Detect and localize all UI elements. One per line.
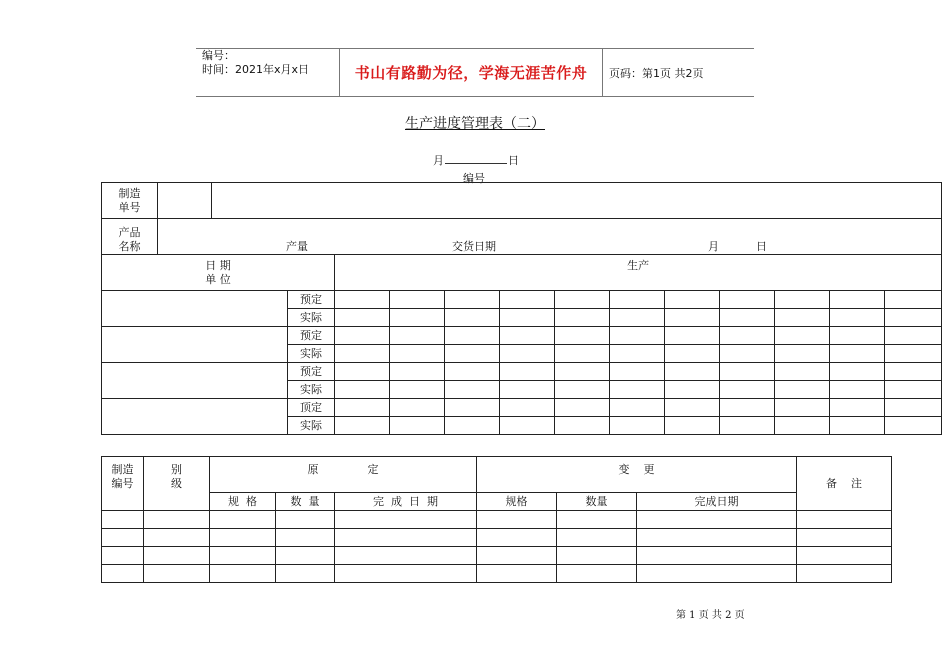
row-kind-label: 预定 [288, 363, 335, 381]
qty-header-original: 数 量 [276, 493, 335, 511]
delivery-month: 月 [708, 240, 719, 253]
page-info: 页码：第1页 共2页 [609, 67, 704, 80]
header-divider-right [602, 48, 603, 96]
code-label: 编号： [202, 49, 235, 62]
code-caption: 编号 [463, 172, 485, 185]
spec-header-original: 规 格 [210, 493, 276, 511]
row-kind-label: 预定 [288, 327, 335, 345]
row-kind-label: 预定 [288, 291, 335, 309]
month-label: 月 [433, 154, 444, 167]
product-row [102, 219, 942, 255]
table-row [102, 529, 892, 547]
delivery-label: 交货日期 [452, 240, 496, 253]
header-row [102, 255, 942, 291]
row-kind-label: 顶定 [288, 399, 335, 417]
product-info-cell[interactable] [158, 219, 942, 255]
table-row [102, 399, 942, 417]
row-kind-label: 实际 [288, 417, 335, 435]
table-row [102, 511, 892, 529]
date-header-change: 完成日期 [637, 493, 797, 511]
change-header-row [102, 457, 892, 493]
time-label: 时间：2021年x月x日 [202, 63, 310, 76]
order-row [102, 183, 942, 219]
row-kind-label: 实际 [288, 381, 335, 399]
code-col-header: 制造 编号 [102, 457, 144, 511]
remark-header: 备 注 [797, 457, 892, 511]
unit-cell[interactable] [102, 399, 288, 435]
page-footer: 第 1 页 共 2 页 [676, 610, 745, 621]
order-label: 制造 单号 [102, 183, 158, 219]
spec-header-change: 规格 [477, 493, 557, 511]
change-header: 变 更 [477, 457, 797, 493]
unit-cell[interactable] [102, 363, 288, 399]
row-kind-label: 实际 [288, 309, 335, 327]
page-title: 生产进度管理表（二） [405, 116, 545, 132]
day-label: 日 [508, 154, 519, 167]
row-kind-label: 实际 [288, 345, 335, 363]
table-row [102, 327, 942, 345]
order-extra-cell[interactable] [212, 183, 942, 219]
date-unit-header: 日 期 单 位 [102, 255, 335, 291]
change-table [101, 456, 892, 583]
type-col-header: 别 级 [144, 457, 210, 511]
delivery-day: 日 [756, 240, 767, 253]
qty-label: 产量 [286, 240, 308, 253]
header-bottom-rule [196, 96, 754, 97]
slogan: 书山有路勤为径，学海无涯苦作舟 [354, 63, 588, 82]
original-header: 原 定 [210, 457, 477, 493]
table-row [102, 547, 892, 565]
product-label: 产品 名称 [102, 219, 158, 255]
change-subheader-row [102, 493, 892, 511]
header-meta [202, 49, 309, 77]
unit-cell[interactable] [102, 291, 288, 327]
date-blank[interactable] [445, 153, 507, 164]
unit-cell[interactable] [102, 327, 288, 363]
date-line [433, 152, 519, 168]
table-row [102, 363, 942, 381]
production-header: 生产 [335, 255, 942, 291]
table-row [102, 565, 892, 583]
progress-table [101, 182, 942, 435]
date-header-original: 完 成 日 期 [335, 493, 477, 511]
qty-header-change: 数量 [557, 493, 637, 511]
table-row [102, 291, 942, 309]
order-number-cell[interactable] [158, 183, 212, 219]
